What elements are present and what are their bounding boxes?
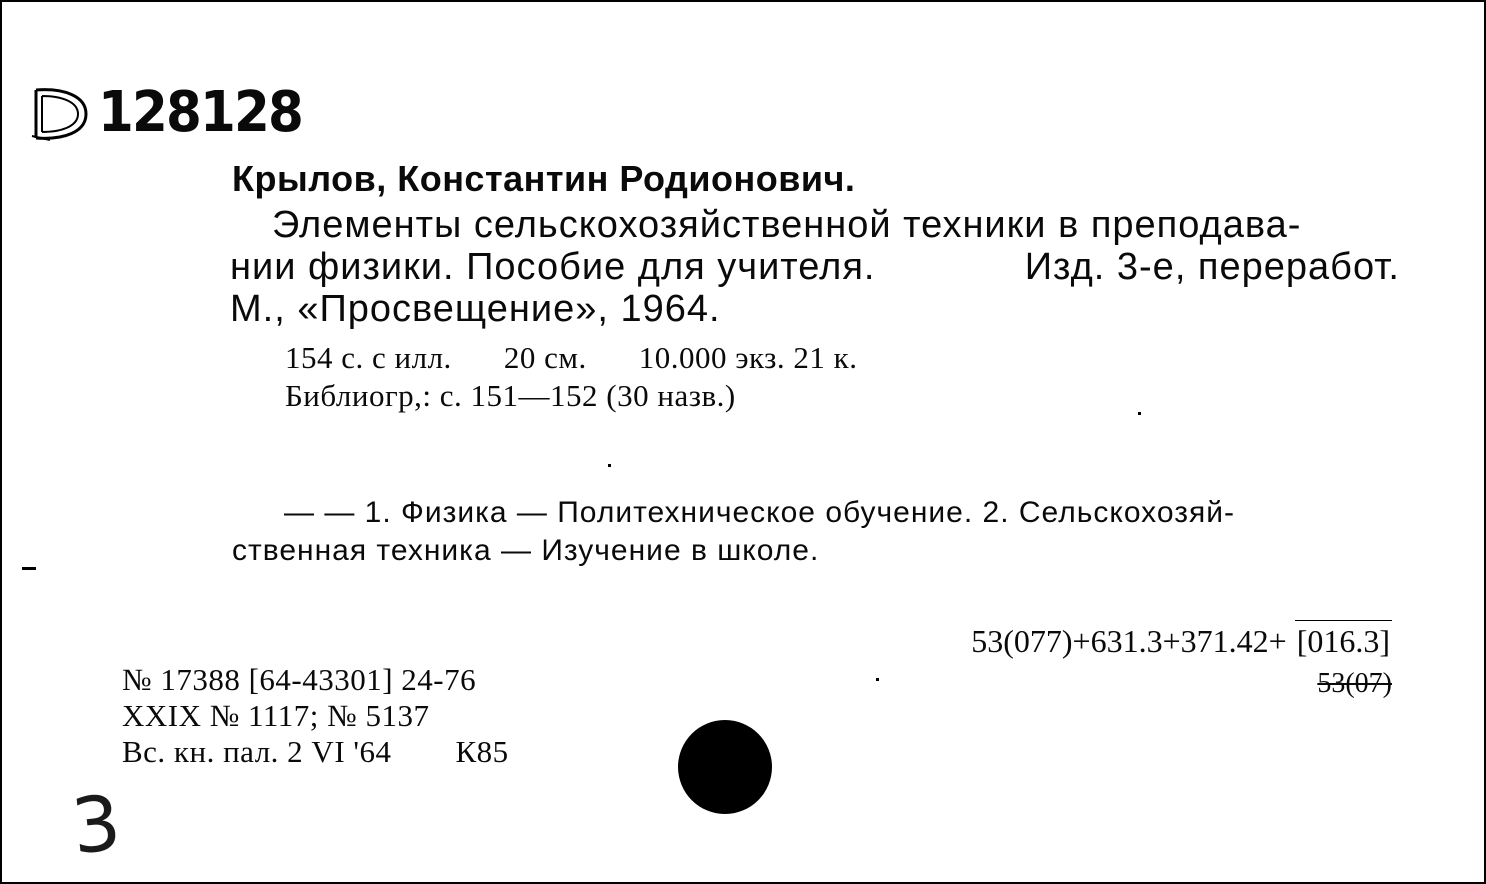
author-name: Крылов, Константин Родионович. (232, 158, 856, 199)
handwritten-mark: 3 (67, 777, 125, 872)
title-block (230, 204, 1400, 330)
chamber-date: Вс. кн. пал. 2 VI '64 (122, 734, 392, 769)
title-line: Элементы сельскохозяйственной техники в преподава- (272, 204, 1302, 246)
title-line (230, 246, 1400, 288)
author-mark: К85 (455, 734, 509, 769)
punch-hole (678, 720, 772, 814)
record-info (122, 662, 509, 770)
edition-statement: Изд. 3-е, переработ. (1024, 246, 1400, 288)
speck (1138, 412, 1141, 415)
subject-headings (232, 494, 1397, 570)
record-line: XXIX № 1117; № 5137 (122, 698, 430, 733)
subject-line: — — 1. Физика — Политехническое обучение. 2. Сельскохозяй- (284, 496, 1235, 529)
classification-bracket: [016.3] (1295, 620, 1392, 661)
catalog-number: 128128 (98, 80, 303, 145)
physical-description (285, 340, 857, 376)
speck (876, 678, 879, 681)
speck (608, 464, 611, 467)
classification-struck: 53(07) (1317, 668, 1392, 699)
speck (22, 567, 36, 570)
pagination: 154 с. с илл. (285, 340, 452, 375)
classification-index (971, 620, 1392, 704)
classification-line (971, 620, 1392, 661)
classification-struck-line (971, 661, 1392, 704)
catalog-d-mark-icon (30, 82, 92, 144)
dimensions: 20 см. (503, 340, 587, 375)
record-line: № 17388 [64-43301] 24-76 (122, 662, 477, 697)
bibliography-note: Библиогр,: с. 151—152 (30 назв.) (285, 378, 736, 413)
imprint: М., «Просвещение», 1964. (230, 288, 721, 330)
title-line-part: нии физики. Пособие для учителя. (230, 246, 876, 288)
subject-line: ственная техника — Изучение в школе. (232, 534, 820, 567)
record-line (122, 734, 509, 770)
copies-price: 10.000 экз. 21 к. (638, 340, 858, 375)
classification-main: 53(077)+631.3+371.42+ (971, 623, 1287, 659)
